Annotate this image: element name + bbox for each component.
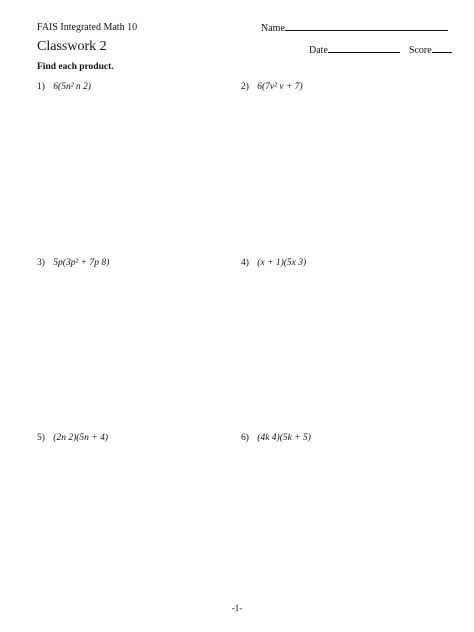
problem-number: 2) [241, 82, 249, 92]
problem-expression: 6(5n² n 2) [53, 82, 91, 92]
problem-2 [241, 82, 303, 92]
name-field [261, 22, 448, 34]
page-number: -1- [231, 603, 243, 613]
problem-3 [37, 258, 109, 268]
date-label: Date [309, 45, 328, 56]
worksheet-title: Classwork 2 [37, 39, 107, 54]
problem-6 [241, 433, 311, 443]
name-line[interactable] [285, 22, 448, 31]
problem-number: 6) [241, 433, 249, 443]
problem-number: 3) [37, 258, 45, 268]
problem-expression: (x + 1)(5x 3) [257, 258, 307, 268]
problem-5 [37, 433, 108, 443]
problem-4 [241, 258, 306, 268]
problem-expression: 6(7v² v + 7) [257, 82, 303, 92]
problem-expression: (2n 2)(5n + 4) [53, 433, 108, 443]
date-score-fields [309, 44, 452, 56]
problem-expression: 5p(3p² + 7p 8) [53, 258, 110, 268]
problem-number: 1) [37, 82, 45, 92]
problem-1 [37, 82, 91, 92]
score-label: Score [408, 45, 432, 56]
name-label: Name [261, 23, 285, 34]
score-line[interactable] [432, 44, 452, 53]
instructions: Find each product. [37, 62, 114, 72]
date-line[interactable] [328, 44, 400, 53]
problem-number: 5) [37, 433, 45, 443]
problem-expression: (4k 4)(5k + 5) [257, 433, 311, 443]
problem-number: 4) [241, 258, 249, 268]
course-name: FAIS Integrated Math 10 [37, 22, 138, 33]
